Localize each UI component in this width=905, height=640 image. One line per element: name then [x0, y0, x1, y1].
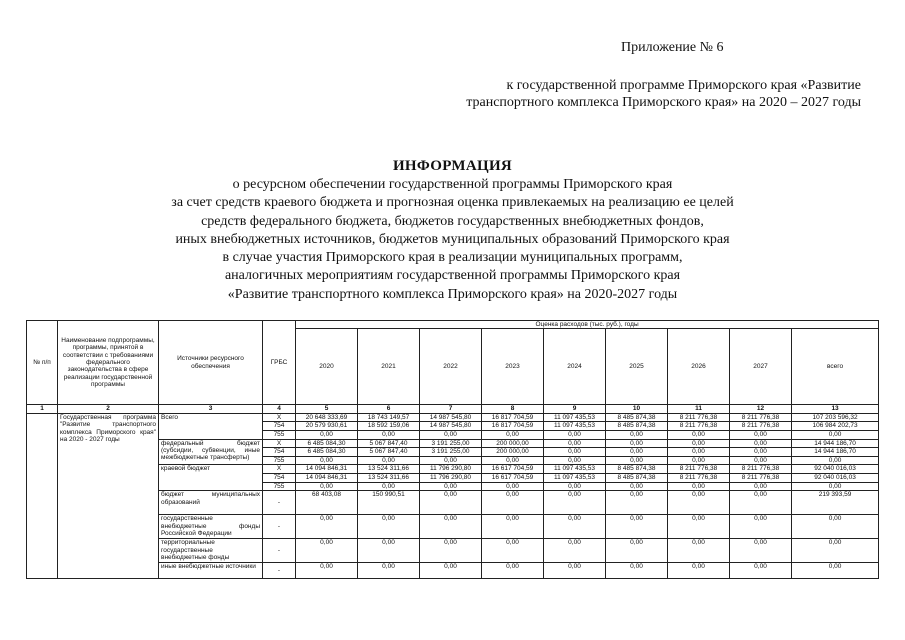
value-cell: 0,00	[544, 482, 606, 491]
header-year: 2025	[606, 329, 668, 405]
value-cell: 3 191 255,00	[420, 439, 482, 448]
value-cell: 0,00	[606, 431, 668, 440]
value-cell: 0,00	[730, 456, 792, 465]
value-cell: 0,00	[420, 456, 482, 465]
value-cell: 0,00	[358, 563, 420, 579]
grbs-cell: Х	[263, 413, 296, 422]
value-cell: 0,00	[668, 448, 730, 457]
value-cell: 8 211 776,38	[668, 422, 730, 431]
source-cell: краевой бюджет	[159, 465, 263, 491]
table-body	[27, 413, 879, 578]
total-cell: 92 040 016,03	[792, 473, 879, 482]
value-cell: 0,00	[730, 539, 792, 563]
value-cell: 0,00	[668, 431, 730, 440]
value-cell: 0,00	[358, 456, 420, 465]
value-cell: 0,00	[420, 482, 482, 491]
value-cell: 0,00	[420, 515, 482, 539]
value-cell: 11 097 435,53	[544, 473, 606, 482]
grbs-cell: -	[263, 563, 296, 579]
reference-line: к государственной программе Приморского края «Развитие	[506, 78, 861, 93]
value-cell: 0,00	[544, 515, 606, 539]
value-cell: 0,00	[606, 539, 668, 563]
document-subtitle	[0, 176, 905, 304]
value-cell: 0,00	[482, 482, 544, 491]
header-num: № п/п	[27, 321, 58, 405]
total-cell: 14 944 186,70	[792, 448, 879, 457]
subtitle-line: средств федерального бюджета, бюджетов государственных внебюджетных фондов,	[201, 213, 704, 229]
program-name-cell: Государственная программа "Развитие транспортного комплекса Приморского края" на 2020 - 2027 годы	[58, 413, 159, 578]
value-cell: 0,00	[420, 563, 482, 579]
value-cell: 0,00	[544, 431, 606, 440]
total-cell: 0,00	[792, 515, 879, 539]
source-cell: федеральный бюджет (субсидии, субвенции, иные межбюджетные трансферты)	[159, 439, 263, 465]
total-cell: 106 984 202,73	[792, 422, 879, 431]
header-grbs: ГРБС	[263, 321, 296, 405]
value-cell: 0,00	[358, 482, 420, 491]
column-number: 9	[544, 405, 606, 413]
value-cell: 6 485 084,30	[296, 439, 358, 448]
total-cell: 0,00	[792, 539, 879, 563]
value-cell: 6 485 084,30	[296, 448, 358, 457]
total-cell: 0,00	[792, 563, 879, 579]
value-cell: 8 485 874,38	[606, 422, 668, 431]
value-cell: 0,00	[358, 515, 420, 539]
value-cell: 0,00	[730, 439, 792, 448]
value-cell: 18 743 149,57	[358, 413, 420, 422]
grbs-cell: Х	[263, 439, 296, 448]
value-cell: 8 485 874,38	[606, 465, 668, 474]
value-cell: 8 211 776,38	[668, 465, 730, 474]
column-number: 8	[482, 405, 544, 413]
value-cell: 0,00	[296, 431, 358, 440]
grbs-cell: -	[263, 515, 296, 539]
value-cell: 0,00	[296, 456, 358, 465]
value-cell: 0,00	[358, 539, 420, 563]
value-cell: 11 796 290,80	[420, 465, 482, 474]
column-number: 11	[668, 405, 730, 413]
value-cell: 0,00	[730, 563, 792, 579]
value-cell: 0,00	[606, 448, 668, 457]
grbs-cell: 755	[263, 456, 296, 465]
value-cell: 0,00	[668, 563, 730, 579]
value-cell: 0,00	[544, 448, 606, 457]
value-cell: 0,00	[482, 431, 544, 440]
column-number: 12	[730, 405, 792, 413]
value-cell: 3 191 255,00	[420, 448, 482, 457]
grbs-cell: 754	[263, 422, 296, 431]
value-cell: 16 617 704,59	[482, 465, 544, 474]
value-cell: 16 617 704,59	[482, 473, 544, 482]
column-number: 3	[159, 405, 263, 413]
value-cell: 0,00	[668, 491, 730, 515]
value-cell: 0,00	[544, 491, 606, 515]
value-cell: 0,00	[420, 491, 482, 515]
reference-line: транспортного комплекса Приморского края» на 2020 – 2027 годы	[466, 95, 861, 110]
header-source: Источники ресурсного обеспечения	[159, 321, 263, 405]
header-year: 2022	[420, 329, 482, 405]
header-year: 2027	[730, 329, 792, 405]
source-cell: государственные внебюджетные фонды Российской Федерации	[159, 515, 263, 539]
value-cell: 0,00	[482, 456, 544, 465]
value-cell: 0,00	[544, 563, 606, 579]
value-cell: 5 067 847,40	[358, 448, 420, 457]
appendix-label: Приложение № 6	[621, 40, 724, 55]
value-cell: 0,00	[606, 515, 668, 539]
value-cell: 13 524 311,66	[358, 465, 420, 474]
header-year: 2024	[544, 329, 606, 405]
subtitle-line: иных внебюджетных источников, бюджетов муниципальных образований Приморского края	[175, 231, 730, 247]
column-number: 4	[263, 405, 296, 413]
column-number: 13	[792, 405, 879, 413]
value-cell: 0,00	[730, 515, 792, 539]
value-cell: 14 094 846,31	[296, 465, 358, 474]
value-cell: 8 211 776,38	[730, 413, 792, 422]
value-cell: 13 524 311,66	[358, 473, 420, 482]
value-cell: 0,00	[606, 563, 668, 579]
program-reference	[401, 77, 861, 111]
value-cell: 0,00	[668, 482, 730, 491]
total-cell: 0,00	[792, 482, 879, 491]
subtitle-line: аналогичных мероприятиям государственной программы Приморского края	[224, 268, 681, 284]
subtitle-line: в случае участия Приморского края в реализации муниципальных программ,	[222, 250, 683, 266]
header-year: 2020	[296, 329, 358, 405]
value-cell: 11 097 435,53	[544, 465, 606, 474]
value-cell: 14 094 846,31	[296, 473, 358, 482]
value-cell: 200 000,00	[482, 439, 544, 448]
value-cell: 0,00	[544, 456, 606, 465]
value-cell: 5 067 847,40	[358, 439, 420, 448]
value-cell: 8 211 776,38	[730, 473, 792, 482]
header-year: 2023	[482, 329, 544, 405]
value-cell: 0,00	[358, 431, 420, 440]
header-name: Наименование подпрограммы, программы, принятой в соответствии с требованиями федерального законодательства в сфере реализации государственной программы	[58, 321, 159, 405]
source-cell: бюджет муниципальных образований	[159, 491, 263, 515]
value-cell: 0,00	[544, 439, 606, 448]
value-cell: 11 796 290,80	[420, 473, 482, 482]
value-cell: 0,00	[296, 539, 358, 563]
value-cell: 68 403,08	[296, 491, 358, 515]
document-heading: ИНФОРМАЦИЯ	[392, 158, 513, 174]
grbs-cell: Х	[263, 465, 296, 474]
total-cell: 0,00	[792, 456, 879, 465]
value-cell: 0,00	[606, 491, 668, 515]
value-cell: 0,00	[668, 539, 730, 563]
value-cell: 0,00	[730, 448, 792, 457]
total-cell: 14 944 186,70	[792, 439, 879, 448]
total-cell: 219 393,59	[792, 491, 879, 515]
value-cell: 150 990,51	[358, 491, 420, 515]
value-cell: 14 987 545,80	[420, 413, 482, 422]
value-cell: 0,00	[606, 482, 668, 491]
value-cell: 0,00	[296, 563, 358, 579]
header-year: 2021	[358, 329, 420, 405]
value-cell: 0,00	[544, 539, 606, 563]
column-number: 2	[58, 405, 159, 413]
subtitle-line: за счет средств краевого бюджета и прогнозная оценка привлекаемых на реализацию ее целей	[171, 195, 734, 211]
column-number: 10	[606, 405, 668, 413]
value-cell: 0,00	[420, 431, 482, 440]
resource-table	[26, 320, 879, 579]
value-cell: 0,00	[668, 515, 730, 539]
column-number: 7	[420, 405, 482, 413]
value-cell: 0,00	[296, 515, 358, 539]
value-cell: 8 485 874,38	[606, 413, 668, 422]
source-cell: территориальные государственные внебюджетные фонды	[159, 539, 263, 563]
value-cell: 0,00	[482, 491, 544, 515]
grbs-cell: -	[263, 539, 296, 563]
subtitle-line: о ресурсном обеспечении государственной программы Приморского края	[232, 177, 673, 192]
value-cell: 0,00	[730, 491, 792, 515]
value-cell: 0,00	[482, 563, 544, 579]
value-cell: 8 211 776,38	[730, 422, 792, 431]
value-cell: 0,00	[296, 482, 358, 491]
total-cell: 107 203 596,32	[792, 413, 879, 422]
value-cell: 20 579 930,61	[296, 422, 358, 431]
header-group: Оценка расходов (тыс. руб.), годы	[296, 321, 879, 329]
column-number: 1	[27, 405, 58, 413]
grbs-cell: 755	[263, 431, 296, 440]
value-cell: 0,00	[606, 456, 668, 465]
grbs-cell: 754	[263, 473, 296, 482]
header-total: всего	[792, 329, 879, 405]
header-year: 2026	[668, 329, 730, 405]
column-number-row	[27, 405, 879, 413]
value-cell: 0,00	[730, 431, 792, 440]
value-cell: 8 211 776,38	[730, 465, 792, 474]
value-cell: 14 987 545,80	[420, 422, 482, 431]
table-row	[27, 413, 879, 422]
value-cell: 8 485 874,38	[606, 473, 668, 482]
grbs-cell: 754	[263, 448, 296, 457]
value-cell: 200 000,00	[482, 448, 544, 457]
value-cell: 0,00	[482, 515, 544, 539]
value-cell: 0,00	[606, 439, 668, 448]
value-cell: 0,00	[420, 539, 482, 563]
value-cell: 16 817 704,59	[482, 413, 544, 422]
value-cell: 0,00	[730, 482, 792, 491]
value-cell: 16 817 704,59	[482, 422, 544, 431]
grbs-cell: -	[263, 491, 296, 515]
source-cell: иные внебюджетные источники	[159, 563, 263, 579]
row-number-cell	[27, 413, 58, 578]
source-cell: Всего	[159, 413, 263, 439]
value-cell: 11 097 435,53	[544, 422, 606, 431]
total-cell: 0,00	[792, 431, 879, 440]
value-cell: 8 211 776,38	[668, 413, 730, 422]
subtitle-line: «Развитие транспортного комплекса Приморского края» на 2020-2027 годы	[227, 286, 678, 302]
value-cell: 8 211 776,38	[668, 473, 730, 482]
value-cell: 18 592 159,06	[358, 422, 420, 431]
value-cell: 0,00	[668, 439, 730, 448]
column-number: 6	[358, 405, 420, 413]
value-cell: 0,00	[668, 456, 730, 465]
value-cell: 11 097 435,53	[544, 413, 606, 422]
value-cell: 0,00	[482, 539, 544, 563]
value-cell: 20 648 333,69	[296, 413, 358, 422]
column-number: 5	[296, 405, 358, 413]
grbs-cell: 755	[263, 482, 296, 491]
total-cell: 92 040 016,03	[792, 465, 879, 474]
